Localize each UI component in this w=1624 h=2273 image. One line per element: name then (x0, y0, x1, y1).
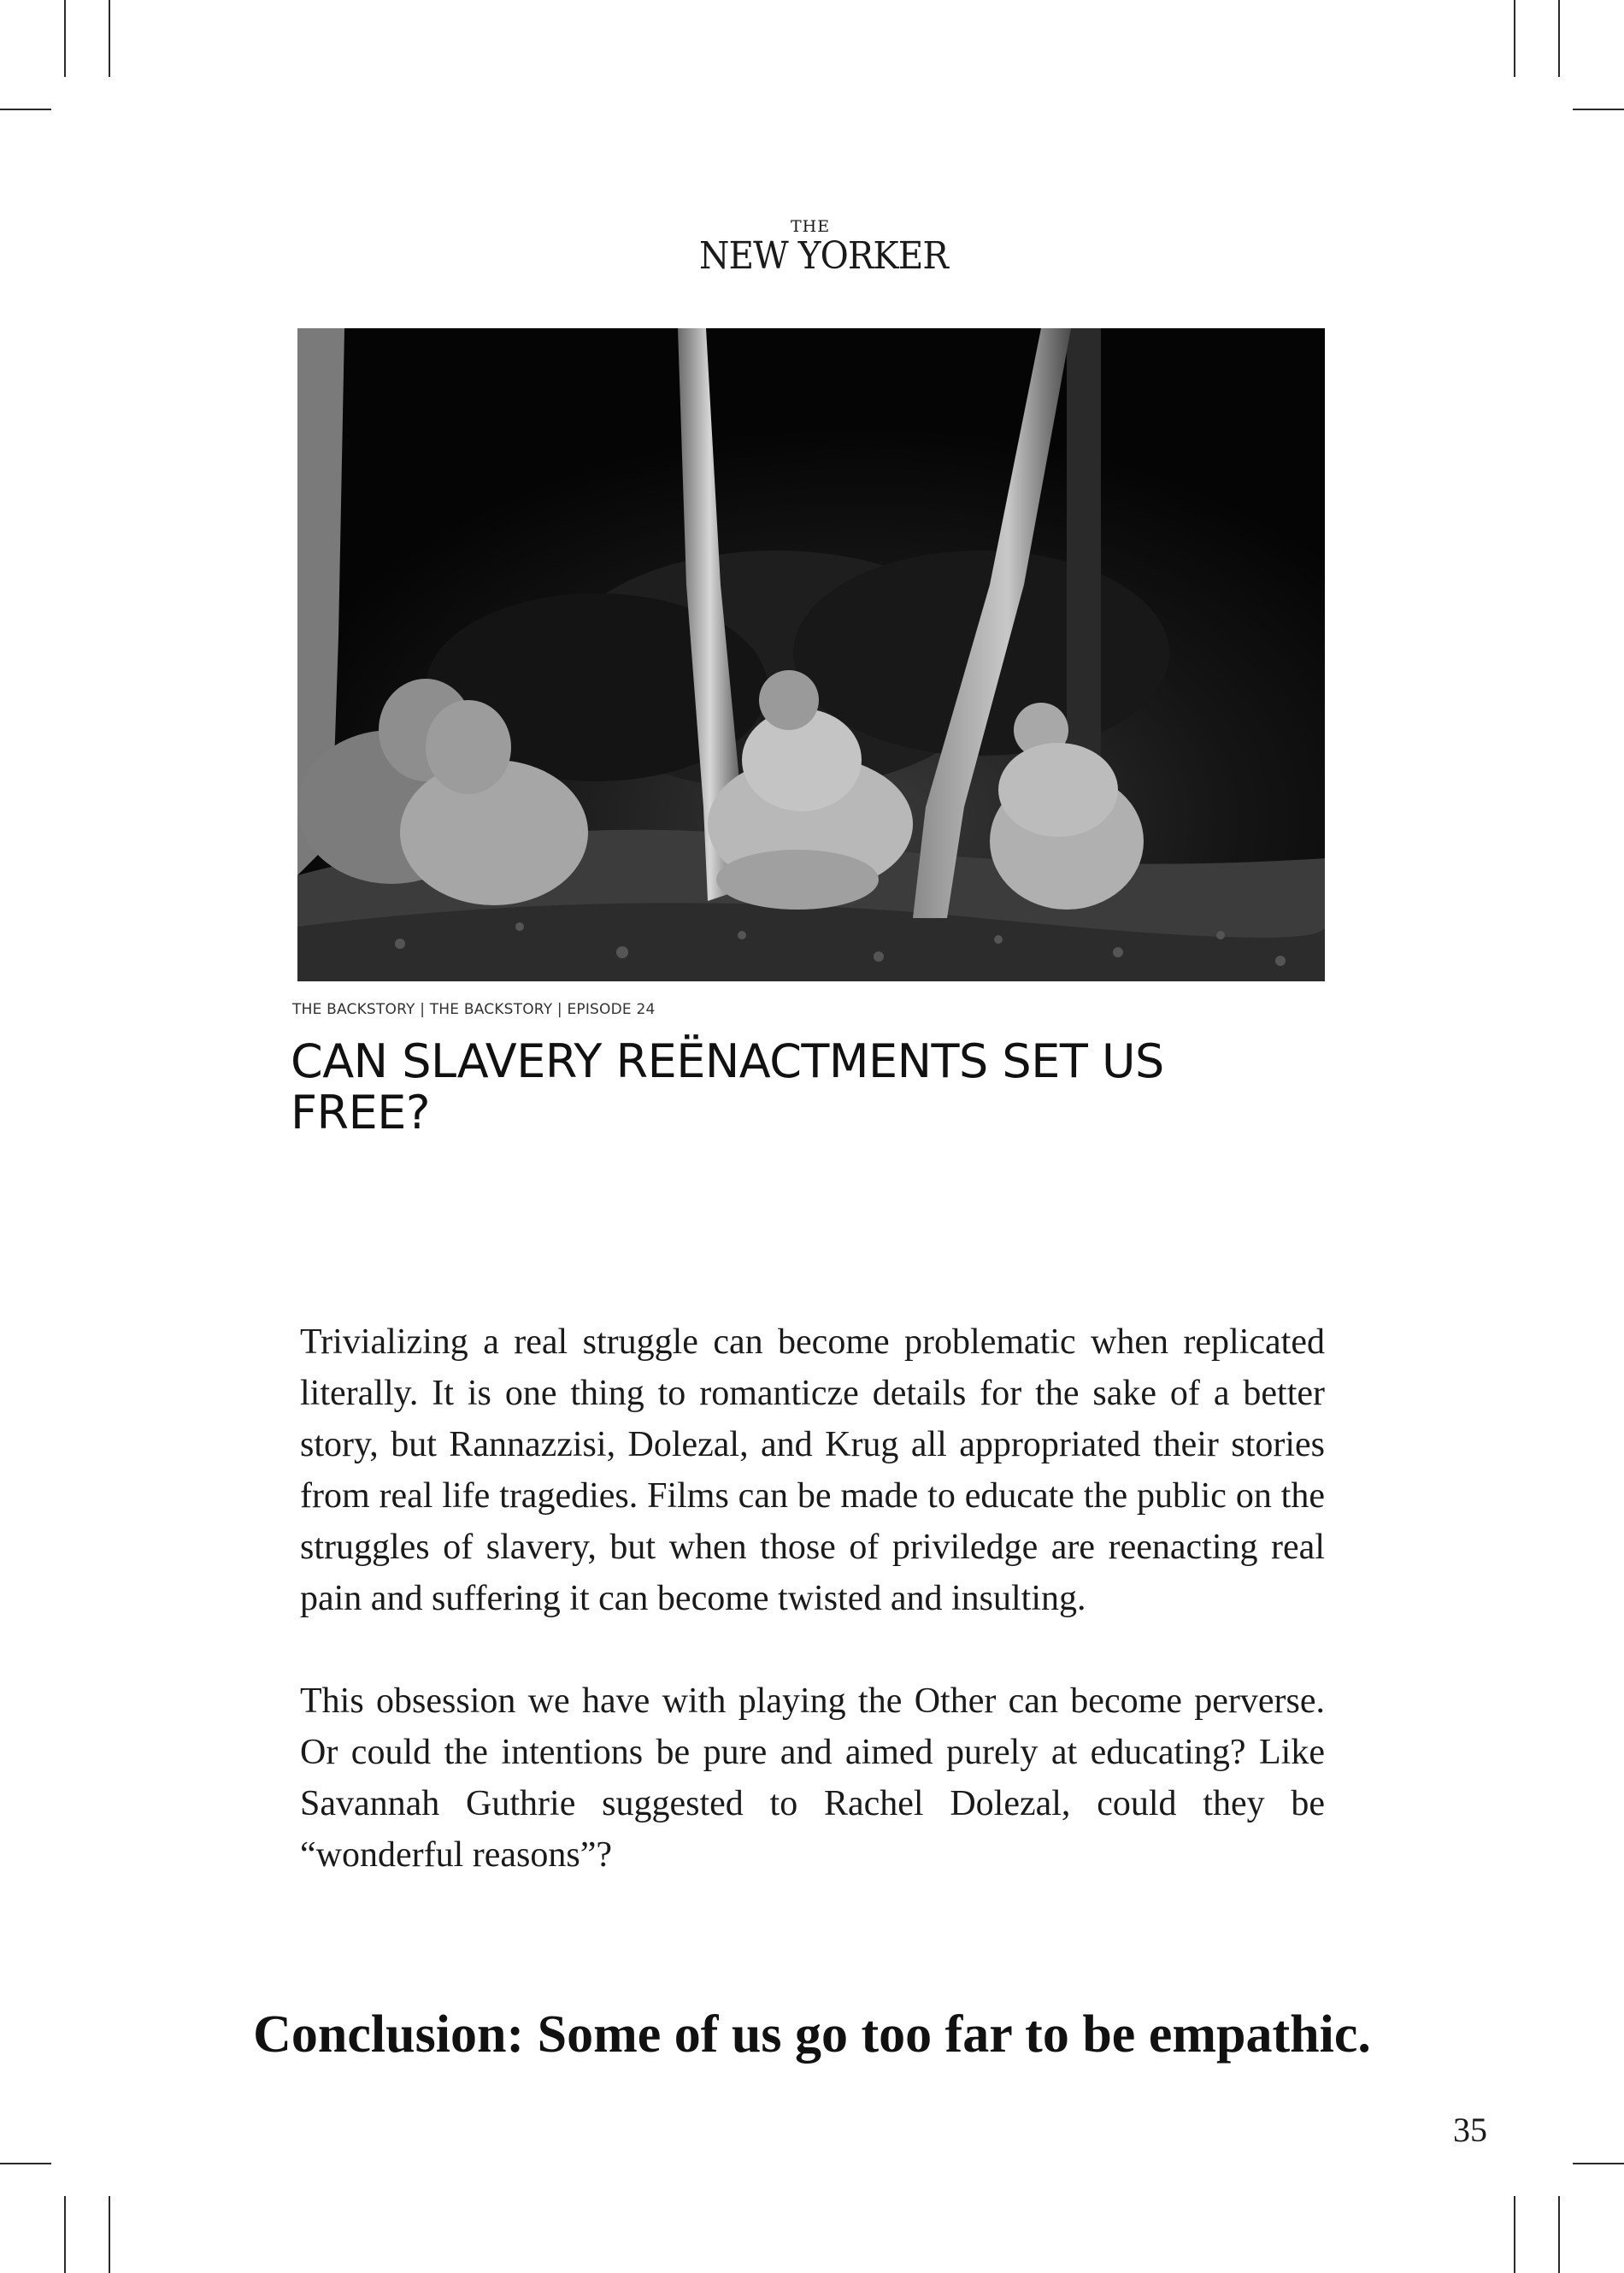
headline-line: CAN SLAVERY REËNACTMENTS SET US (291, 1034, 1164, 1088)
crop-mark (109, 2196, 110, 2273)
night-forest-photo-icon (297, 328, 1325, 981)
crop-mark (0, 2163, 51, 2164)
crop-mark (64, 2196, 66, 2273)
page-number: 35 (1453, 2111, 1487, 2149)
crop-mark (1514, 0, 1515, 77)
masthead-logo (0, 210, 1624, 279)
article-kicker: THE BACKSTORY | THE BACKSTORY | EPISODE 24 (292, 1001, 656, 1018)
headline-line: FREE? (291, 1086, 430, 1139)
crop-mark (109, 0, 110, 77)
crop-mark (0, 109, 51, 110)
paragraph: This obsession we have with playing the Other can become perverse. Or could the intentions be pure and aimed purely at educating? Like Savannah Guthrie suggested to Rachel Dolezal, could they be “wonderful reasons”? (300, 1681, 1325, 1875)
masthead-name: NEW YORKER (699, 234, 948, 278)
article-photo (297, 328, 1325, 981)
crop-mark (1573, 109, 1624, 110)
crop-mark (1558, 0, 1560, 77)
paragraph: Trivializing a real struggle can become problematic when replicated literally. It is one thing to romanticze details for the sake of a better story, but Rannazzisi, Dolezal, and Krug all appropriated their stories from real life tragedies. Films can be made to educate the public on the struggles of slavery, but when those of priviledge are reenacting real pain and suffering it can become twisted and insulting. (300, 1322, 1325, 1618)
masthead-the: THE (791, 217, 831, 236)
article-headline (291, 1036, 1299, 1139)
crop-mark (64, 0, 66, 77)
crop-mark (1514, 2196, 1515, 2273)
crop-mark (1573, 2163, 1624, 2164)
body-text (300, 1316, 1325, 1932)
conclusion-heading: Conclusion: Some of us go too far to be empathic. (253, 2005, 1371, 2064)
crop-mark (1558, 2196, 1560, 2273)
